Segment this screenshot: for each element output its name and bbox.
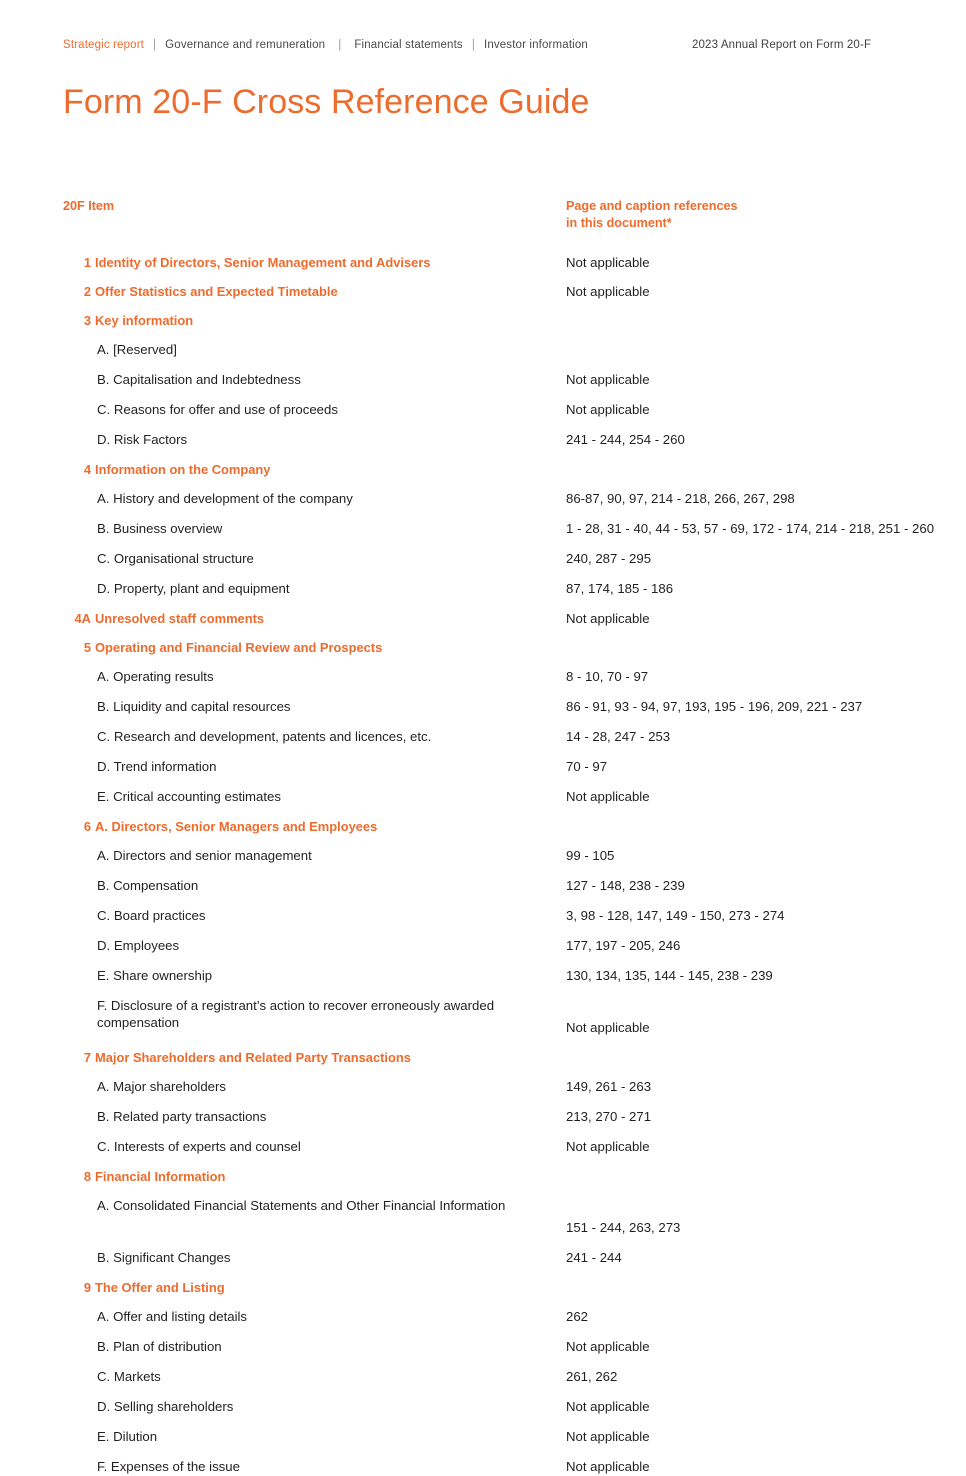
xref-page-references: 87, 174, 185 - 186 [566, 580, 674, 596]
xref-page-references: 1 - 28, 31 - 40, 44 - 53, 57 - 69, 172 - 174, 214 - 218, 251 - 260 [566, 520, 935, 536]
xref-item-label: B. Business overview [97, 520, 223, 536]
xref-heading-row [63, 283, 903, 301]
nav-item-strategic-report[interactable]: Strategic report [63, 39, 145, 51]
xref-item-row [63, 937, 903, 955]
xref-item-label: A. [Reserved] [97, 341, 177, 357]
xref-item-row [63, 401, 903, 419]
xref-item-label [63, 1279, 533, 1296]
nav-separator: | [338, 39, 342, 51]
xref-item-label: D. Trend information [97, 758, 217, 774]
xref-item-row [63, 1338, 903, 1356]
xref-item-number: 4 [83, 461, 91, 477]
xref-item-row [63, 490, 903, 508]
report-label: 2023 Annual Report on Form 20-F [691, 39, 872, 51]
xref-page-references: Not applicable [566, 283, 650, 299]
xref-item-row [63, 1458, 903, 1476]
xref-item-number: 5 [83, 639, 91, 655]
xref-page-references: 262 [566, 1308, 589, 1324]
xref-page-references: 261, 262 [566, 1368, 618, 1384]
top-navigation [63, 0, 903, 52]
xref-item-number: 8 [83, 1168, 91, 1184]
xref-heading-text: Offer Statistics and Expected Timetable [95, 283, 338, 299]
xref-item-row [63, 580, 903, 598]
xref-page-references: 8 - 10, 70 - 97 [566, 668, 649, 684]
xref-heading-row [63, 461, 903, 478]
xref-page-references: Not applicable [566, 610, 650, 626]
nav-separator: | [153, 39, 157, 51]
xref-item-row [63, 847, 903, 865]
xref-item-label: A. Consolidated Financial Statements and Other Financial Information [97, 1197, 506, 1213]
xref-item-label [63, 283, 533, 300]
xref-item-label: D. Property, plant and equipment [97, 580, 290, 596]
xref-item-row [63, 1249, 903, 1267]
xref-item-label: D. Risk Factors [97, 431, 188, 447]
xref-item-label: C. Interests of experts and counsel [97, 1138, 301, 1154]
xref-item-label: F. Expenses of the issue [97, 1458, 240, 1474]
cross-reference-table [63, 254, 935, 1476]
xref-item-number: 7 [83, 1049, 91, 1065]
xref-item-row [63, 1308, 903, 1326]
xref-page-references: 213, 270 - 271 [566, 1108, 652, 1124]
xref-page-references: 241 - 244, 254 - 260 [566, 431, 685, 447]
xref-heading-row [63, 639, 903, 656]
xref-page-references: 177, 197 - 205, 246 [566, 937, 681, 953]
xref-page-references: 240, 287 - 295 [566, 550, 652, 566]
xref-page-references: 130, 134, 135, 144 - 145, 238 - 239 [566, 967, 773, 983]
xref-heading-row [63, 610, 903, 628]
column-header-page-references [566, 198, 737, 234]
xref-item-row [63, 1398, 903, 1416]
xref-item-row [63, 1078, 903, 1096]
xref-heading-row [63, 1049, 903, 1066]
xref-item-label [63, 1168, 533, 1185]
xref-page-references: 86-87, 90, 97, 214 - 218, 266, 267, 298 [566, 490, 795, 506]
xref-item-row [63, 1428, 903, 1446]
xref-item-label: D. Employees [97, 937, 180, 953]
xref-item-number: 4A [74, 610, 91, 626]
xref-item-row [63, 728, 903, 746]
xref-item-label: B. Capitalisation and Indebtedness [97, 371, 301, 387]
xref-heading-row [63, 1279, 903, 1296]
nav-item-governance-and-remuneration[interactable]: Governance and remuneration [165, 39, 326, 51]
column-header-line-1: Page and caption references [566, 198, 738, 213]
xref-item-label [63, 254, 533, 271]
xref-page-references: Not applicable [566, 1428, 650, 1444]
xref-item-label [63, 312, 533, 329]
xref-page-references: 151 - 244, 263, 273 [566, 1219, 681, 1235]
xref-item-row [63, 668, 903, 686]
xref-item-row [63, 698, 903, 716]
xref-page-references: 86 - 91, 93 - 94, 97, 193, 195 - 196, 209, 221 - 237 [566, 698, 863, 714]
xref-item-label [63, 1049, 533, 1066]
xref-item-label: E. Dilution [97, 1428, 158, 1444]
xref-page-references: Not applicable [566, 788, 650, 804]
nav-separator: | [471, 39, 475, 51]
xref-item-label: F. Disclosure of a registrant’s action to recover erroneously awarded compensation [97, 997, 495, 1031]
xref-page-references: Not applicable [566, 371, 650, 387]
xref-item-row [63, 1138, 903, 1156]
xref-page-references: Not applicable [566, 1398, 650, 1414]
xref-page-references: Not applicable [566, 1338, 650, 1354]
xref-page-references: 3, 98 - 128, 147, 149 - 150, 273 - 274 [566, 907, 785, 923]
xref-item-row [63, 341, 903, 359]
xref-page-references: 99 - 105 [566, 847, 615, 863]
xref-item-number: 6 [83, 818, 91, 834]
xref-heading-text: Identity of Directors, Senior Management and Advisers [95, 254, 431, 270]
xref-item-row [63, 1368, 903, 1386]
xref-item-label: E. Share ownership [97, 967, 213, 983]
xref-item-label: B. Plan of distribution [97, 1338, 222, 1354]
xref-item-label: B. Liquidity and capital resources [97, 698, 291, 714]
xref-heading-text: Information on the Company [95, 461, 271, 477]
xref-item-row [63, 788, 903, 806]
xref-heading-text: Major Shareholders and Related Party Transactions [95, 1049, 411, 1065]
xref-item-row [63, 997, 903, 1037]
xref-item-label: D. Selling shareholders [97, 1398, 234, 1414]
xref-page-references: Not applicable [566, 254, 650, 270]
xref-heading-text: Financial Information [95, 1168, 226, 1184]
xref-item-row [63, 431, 903, 449]
xref-item-label: C. Board practices [97, 907, 206, 923]
xref-item-label: C. Reasons for offer and use of proceeds [97, 401, 338, 417]
xref-item-row [63, 520, 935, 538]
xref-item-label: A. Operating results [97, 668, 214, 684]
xref-item-number: 2 [83, 283, 91, 299]
xref-item-row [63, 877, 903, 895]
xref-page-references: 70 - 97 [566, 758, 608, 774]
page-title: Form 20-F Cross Reference Guide [63, 82, 590, 121]
xref-page-references: Not applicable [566, 1458, 650, 1474]
xref-item-label: B. Compensation [97, 877, 199, 893]
xref-item-label: E. Critical accounting estimates [97, 788, 281, 804]
xref-heading-text: Operating and Financial Review and Prospects [95, 639, 383, 655]
xref-page-references: 241 - 244 [566, 1249, 622, 1265]
xref-item-label: A. Offer and listing details [97, 1308, 248, 1324]
xref-item-label [63, 610, 533, 627]
xref-heading-text: The Offer and Listing [95, 1279, 225, 1295]
xref-page-references: Not applicable [566, 1019, 650, 1035]
xref-item-label [63, 461, 533, 478]
xref-item-row [63, 1108, 903, 1126]
xref-item-label: C. Research and development, patents and licences, etc. [97, 728, 432, 744]
xref-item-label: B. Related party transactions [97, 1108, 267, 1124]
xref-heading-row [63, 254, 903, 272]
xref-heading-text: A. Directors, Senior Managers and Employees [95, 818, 378, 834]
xref-heading-text: Unresolved staff comments [95, 610, 265, 626]
xref-item-row [63, 758, 903, 776]
nav-item-investor-information[interactable]: Investor information [483, 39, 588, 51]
xref-item-label: C. Organisational structure [97, 550, 254, 566]
xref-heading-row [63, 1168, 903, 1185]
xref-item-label: C. Markets [97, 1368, 161, 1384]
nav-item-financial-statements[interactable]: Financial statements [354, 39, 463, 51]
xref-item-row [63, 967, 903, 985]
xref-item-number: 9 [83, 1279, 91, 1295]
xref-item-row [63, 371, 903, 389]
xref-page-references: 14 - 28, 247 - 253 [566, 728, 671, 744]
xref-page-references: 127 - 148, 238 - 239 [566, 877, 685, 893]
xref-item-number: 1 [83, 254, 91, 270]
xref-item-number: 3 [83, 312, 91, 328]
xref-page-references: Not applicable [566, 1138, 650, 1154]
column-headers [63, 198, 903, 242]
xref-item-label [63, 639, 533, 656]
xref-heading-row [63, 312, 903, 329]
xref-item-row [63, 907, 903, 925]
xref-page-references: 149, 261 - 263 [566, 1078, 652, 1094]
xref-item-label: A. History and development of the company [97, 490, 353, 506]
xref-page-references: Not applicable [566, 401, 650, 417]
column-header-20f-item: 20F Item [63, 198, 115, 213]
xref-item-label [63, 818, 533, 835]
xref-item-label: B. Significant Changes [97, 1249, 231, 1265]
xref-item-label: A. Directors and senior management [97, 847, 312, 863]
xref-item-label: A. Major shareholders [97, 1078, 227, 1094]
xref-heading-row [63, 818, 903, 835]
xref-item-row [63, 550, 903, 568]
xref-heading-text: Key information [95, 312, 194, 328]
column-header-line-2: in this document* [566, 216, 672, 231]
xref-item-row [63, 1197, 903, 1237]
